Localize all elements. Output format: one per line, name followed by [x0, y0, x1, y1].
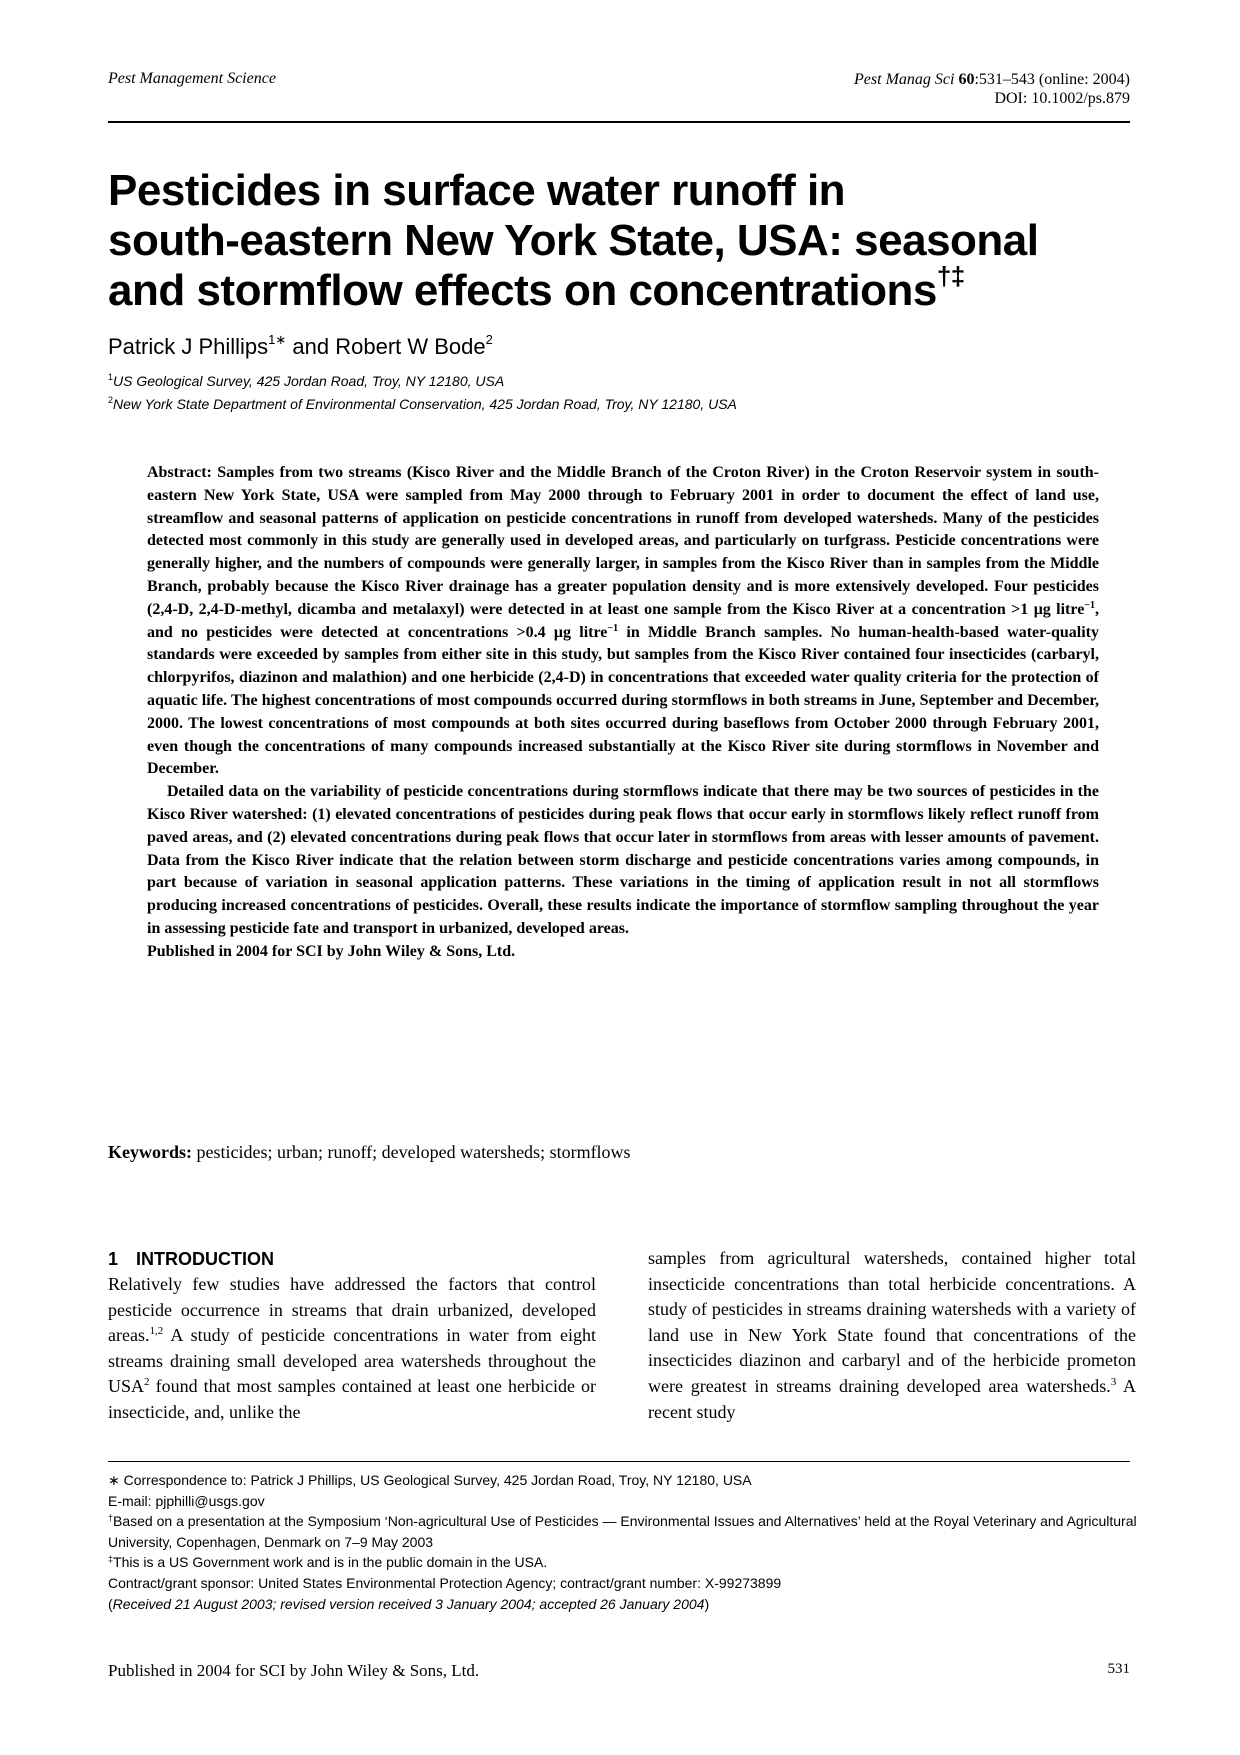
- citation-block: [854, 70, 1130, 108]
- intro-text-a: Relatively few studies have addressed the factors that control pesticide occurrence in streams that drain urbanized, developed areas.: [108, 1274, 596, 1346]
- abstract-sup-1: −1: [1084, 599, 1095, 611]
- paren-open: (: [108, 1595, 113, 1612]
- affiliation-1: [108, 373, 504, 389]
- citation-ref: 3: [1110, 1375, 1117, 1388]
- affiliation-1-text: US Geological Survey, 425 Jordan Road, Troy, NY 12180, USA: [113, 373, 505, 389]
- affiliation-2: [108, 396, 737, 412]
- section-title: INTRODUCTION: [136, 1249, 274, 1269]
- title-line-2: south-eastern New York State, USA: seasonal: [108, 216, 1039, 265]
- citation-journal: Pest Manag Sci: [854, 71, 955, 88]
- abstract-text-b: , and no pesticides were detected at concentrations >0.4 μg litre: [147, 600, 1099, 641]
- keywords-label: Keywords:: [108, 1142, 192, 1162]
- doi: DOI: 10.1002/ps.879: [994, 90, 1130, 107]
- intro-paragraph-right: [648, 1246, 1136, 1425]
- citation-volume: 60: [958, 71, 975, 88]
- article-title: [108, 166, 1148, 316]
- correspondence-text: Correspondence to: Patrick J Phillips, US Geological Survey, 425 Jordan Road, Troy, NY 12180, USA: [119, 1472, 752, 1488]
- author-1-sup: 1∗: [268, 332, 287, 347]
- citation-ref: 2: [144, 1376, 150, 1389]
- title-footnote-marks: †‡: [936, 261, 965, 291]
- affiliation-1-sup: 1: [108, 372, 114, 382]
- asterisk-mark: ∗: [108, 1472, 120, 1488]
- footnote-grant: Contract/grant sponsor: United States Environmental Protection Agency; contract/grant number: X-99273899: [108, 1574, 782, 1591]
- abstract-text-c: in Middle Branch samples. No human-health-based water-quality standards were exceeded by samples from either site in this study, but samples from the Kisco River contained four insecticides (carbaryl, chlorpyrifos, diazinon and malathion) and one herbicide (2,4-D) in concentrations that exceeded water quality criteria for the protection of aquatic life. The highest concentrations of most compounds occurred during stormflows in both streams in June, September and December, 2000. The lowest concentrations of most compounds at both sites occurred during baseflows from October 2000 through February 2001, even though the concentrations of many compounds increased substantially at the Kisco River site during stormflows in November and December.: [147, 623, 1099, 778]
- affiliation-2-text: New York State Department of Environmental Conservation, 425 Jordan Road, Troy, NY 12180, USA: [113, 396, 737, 412]
- author-2: Robert W Bode: [335, 334, 486, 359]
- abstract: [147, 462, 1099, 964]
- body-column-right: [648, 1246, 1136, 1425]
- author-1: Patrick J Phillips: [108, 334, 269, 359]
- running-head: [108, 70, 1130, 122]
- footnote-correspondence: [108, 1470, 1138, 1491]
- intro-paragraph-left: [108, 1272, 596, 1426]
- abstract-paragraph-2: Detailed data on the variability of pesticide concentrations during stormflows indicate that there may be two sources of pesticides in the Kisco River watershed: (1) elevated concentrations of pesticides during peak flows that occur early in stormflows likely reflect runoff from paved areas, and (2) elevated concentrations during peak flows that occur later in stormflows from areas with lesser amounts of pavement. Data from the Kisco River indicate that the relation between storm discharge and pesticide concentrations varies among compounds, in part because of variation in seasonal application patterns. These variations in the timing of application result in not all stormflows producing increased concentrations of pesticides. Overall, these results indicate the importance of stormflow sampling throughout the year in assessing pesticide fate and transport in urbanized, developed areas.: [147, 783, 1099, 937]
- abstract-published-note: Published in 2004 for SCI by John Wiley & Sons, Ltd.: [147, 942, 516, 960]
- footnote-received: [108, 1594, 1138, 1615]
- citation-ref: 1,2: [149, 1325, 164, 1338]
- publisher-note: Published in 2004 for SCI by John Wiley & Sons, Ltd.: [108, 1661, 480, 1680]
- footnote-double-dagger: [108, 1552, 1138, 1573]
- section-heading-introduction: [108, 1246, 596, 1272]
- footnote-dagger: [108, 1511, 1138, 1552]
- abstract-label: Abstract:: [147, 464, 212, 481]
- abstract-paragraph-1: [147, 462, 1099, 781]
- author-2-sup: 2: [485, 332, 493, 347]
- footnotes: [108, 1470, 1138, 1614]
- body-column-left: [108, 1246, 596, 1426]
- journal-name: Pest Management Science: [108, 70, 276, 87]
- received-dates: Received 21 August 2003; revised version received 3 January 2004; accepted 26 January 2004: [112, 1595, 705, 1612]
- keywords-text: pesticides; urban; runoff; developed watersheds; stormflows: [192, 1142, 631, 1162]
- footnote-email: E-mail: pjphilli@usgs.gov: [108, 1492, 265, 1509]
- footnote-rule: [108, 1461, 1130, 1462]
- abstract-text-a: Samples from two streams (Kisco River and the Middle Branch of the Croton River) in the Croton Reservoir system in south-eastern New York State, USA were sampled from May 2000 through to February 2001 in order to document the effect of land use, streamflow and seasonal patterns of application on pesticide concentrations in runoff from developed watersheds. Many of the pesticides detected most commonly in this study are generally used in developed areas, and particularly on turfgrass. Pesticide concentrations were generally higher, and the numbers of compounds were generally larger, in samples from the Kisco River than in samples from the Middle Branch, probably because the Kisco River drainage has a greater population density and is more extensively developed. Four pesticides (2,4-D, 2,4-D-methyl, dicamba and metalaxyl) were detected in at least one sample from the Kisco River at a concentration >1 μg litre: [147, 464, 1099, 618]
- intro-text-b: A study of pesticide concentrations in water from eight streams draining small developed area watersheds throughout the USA: [108, 1325, 596, 1397]
- citation-pages: :531–543 (online: 2004): [974, 71, 1130, 88]
- author-list: [108, 334, 493, 360]
- citation-line: [854, 70, 1130, 89]
- header-rule: [108, 121, 1130, 123]
- section-number: 1: [108, 1249, 119, 1269]
- double-dagger-mark: ‡: [108, 1554, 114, 1565]
- page-number: 531: [1107, 1661, 1130, 1677]
- author-connector: and: [286, 334, 336, 359]
- keywords: [108, 1142, 631, 1163]
- dagger-mark: †: [108, 1513, 114, 1524]
- paren-close: ): [704, 1595, 710, 1612]
- dagger-text: Based on a presentation at the Symposium ‘Non-agricultural Use of Pesticides — Environmental Issues and Alternatives’ held at the Royal Veterinary and Agricultural University, Copenhagen, Denmark on 7–9 May 2003: [108, 1513, 1137, 1550]
- intro-text-c: found that most samples contained at least one herbicide or insecticide, and, unlike the: [108, 1376, 596, 1422]
- intro-text-d: samples from agricultural watersheds, contained higher total insecticide concentrations than total herbicide concentrations. A study of pesticides in streams draining watersheds with a variety of land use in New York State found that concentrations of the insecticides diazinon and carbaryl and of the herbicide prometon were greatest in streams draining developed area watersheds.: [648, 1248, 1136, 1396]
- title-line-3: and stormflow effects on concentrations: [108, 266, 937, 315]
- intro-text-e: A recent study: [648, 1375, 1136, 1422]
- abstract-sup-2: −1: [607, 622, 619, 634]
- title-line-1: Pesticides in surface water runoff in: [108, 166, 846, 215]
- double-dagger-text: This is a US Government work and is in the public domain in the USA.: [113, 1554, 548, 1571]
- affiliation-2-sup: 2: [108, 395, 114, 405]
